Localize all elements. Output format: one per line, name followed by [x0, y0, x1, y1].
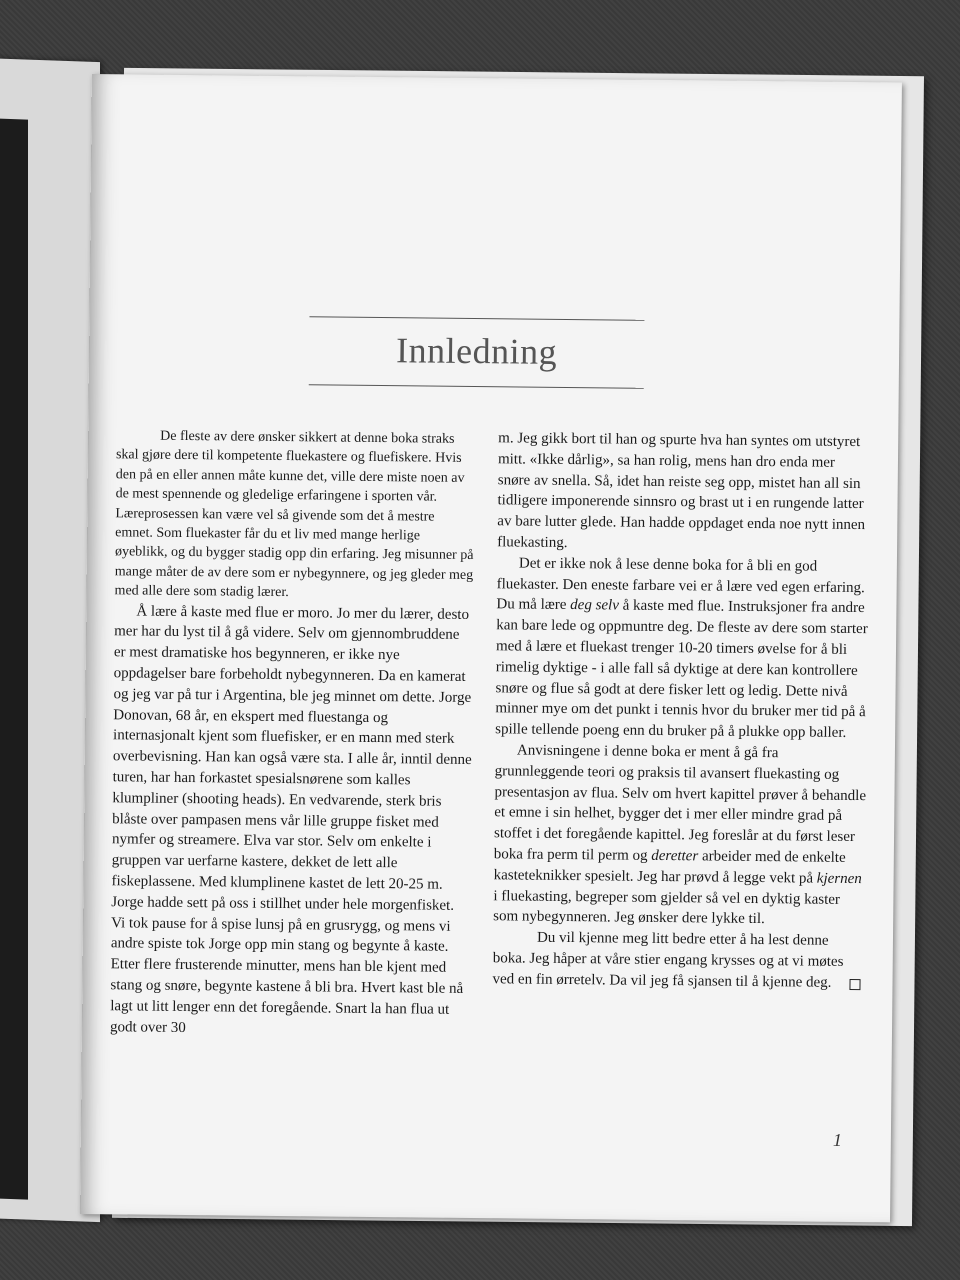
title-rule-top — [309, 316, 644, 321]
paragraph: m. Jeg gikk bort til han og spurte hva han syntes om utstyret mitt. «Ikke dårlig», sa han rolig, mens han dro enda mer snøre av snella. Så, idet han reiste seg opp, mistet han all sin tidligere imponerende sinnsro og brast ut i en rungende latter av bare lutter glede. Han hadde oppdaget enda noe nytt innen fluekasting. — [497, 430, 866, 551]
text-run: Du vil kjenne meg litt bedre etter å ha lest denne boka. Jeg håper at våre stier engang krysses og at vi møtes ved en fin ørretelv. Da vil jeg få sjansen til å kjenne deg. — [492, 929, 844, 991]
end-square-icon — [849, 979, 860, 990]
chapter-title: Innledning — [395, 330, 558, 372]
text-run: å kaste med flue. Instruksjoner fra andre kan bare lede og oppmuntre deg. De fleste av dere som starter med å lære et fluekast trenger 10-20 timers øvelse for å bli rimelig dyktige - i alle fall så dyktige at dere kan kontrollere snøre og flue så godt at dere fisker lett og ledig. Dette nivå minner mye om det punkt i tennis hvor du bruker mer tid på å spille tellende poeng enn du bruker på å plukke opp baller. — [495, 597, 868, 742]
title-rule-bottom — [309, 384, 644, 389]
left-page-photo — [0, 119, 28, 1200]
paragraph — [492, 927, 865, 993]
text-column-right — [492, 428, 870, 993]
text-run: i fluekasting, begreper som gjelder så vel en dyktig kaster som nybegynneren. Jeg ønsker dere lykke til. — [493, 887, 841, 928]
emphasis: kjernen — [816, 870, 862, 887]
text-run: Det er ikke nok å lese denne boka for å bli en god fluekaster. Den eneste farbare vei er å lære ved egen erfaring. Du må lære — [496, 555, 865, 614]
emphasis: deretter — [651, 847, 699, 865]
text-run: arbeider med de enkelte kasteteknikker spesielt. Jeg har prøvd å legge vekt på — [493, 848, 846, 887]
text-column-left — [110, 426, 476, 1041]
book-page — [80, 74, 902, 1222]
paragraph — [493, 740, 867, 931]
paragraph — [495, 553, 869, 744]
text-run: Anvisningene i denne boka er ment å gå fra grunnleggende teori og praksis til avansert fluekasting og presentasjon av flua. Selv om hvert kapittel prøver å behandle et emne i sin helhet, bygger det i mer eller mindre grad på stoffet i det foregående kapittel. Jeg foreslår at du først leser boka fra perm til perm og — [493, 742, 867, 864]
paragraph: Å lære å kaste med flue er moro. Jo mer du lærer, desto mer har du lyst til å gå videre. Selv om gjennombruddene er mest dramatiske hos begynneren, er ikke nye oppdagelser bare forbeholdt nybegynneren. Da en kamerat og jeg var på tur i Argentina, ble jeg minnet om dette. Jorge Donovan, 68 år, en ekspert med fluestanga og internasjonalt kjent som fluefisker, er en mann med sterk overbevisning. Han kan også være sta. I alle år, inntil denne turen, har han forkastet spesialsnørene som kalles klumpliner (shooting heads). En vedvarende, sterk bris blåste over pampasen mens vår lille gruppe fisket med nymfer og streamere. Elva var stor. Selv om enkelte i gruppen var uerfarne kastere, dekket de lett alle fiskeplassene. Med klumplinene kastet de lett 20-25 m. Jorge hadde sett på oss i stillhet under hele morgenfisket. Vi tok pause for å spise lunsj på en grusrygg, og mens vi andre spiste tok Jorge opp min stang og begynte å kaste. Etter flere frusterende minutter, mens han ble kjent med stang og snøre, begynte kastene å bli bra. Hvert kast ble nå lagt ut litt lenger enn det foregående. Snart la han flua ut godt over 30 — [109, 603, 472, 1036]
emphasis: deg selv — [570, 597, 620, 614]
paragraph: De fleste av dere ønsker sikkert at denne boka straks skal gjøre dere til kompetente fluekastere og fluefiskere. Hvis den på en eller annen måte kunne det, ville dere miste noen av de mest spennende og gledelige erfaringene i sporten vår. Læreprosessen kan være vel så givende som det å mestre emnet. Som fluekaster får du et liv med mange herlige øyeblikk, og du bygger stadig opp din erfaring. Jeg misunner på mange måter de av dere som er nybegynnere, og jeg gleder meg med alle dere som stadig lærer. — [114, 428, 474, 601]
page-number: 1 — [832, 1129, 842, 1150]
